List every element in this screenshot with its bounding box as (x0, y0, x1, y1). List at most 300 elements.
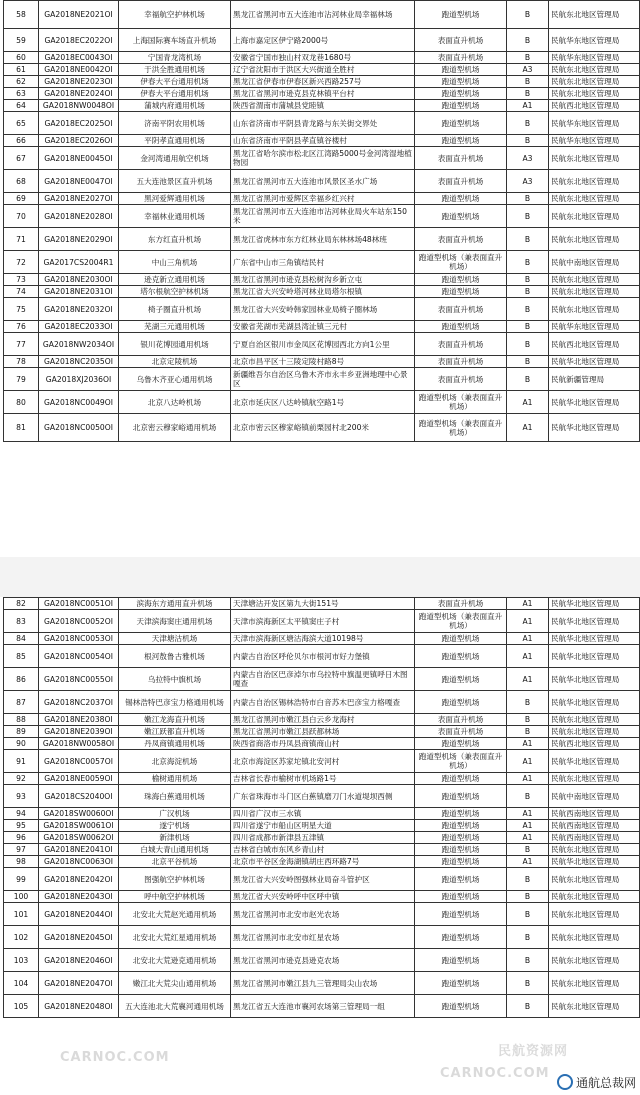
table-cell-name: 芜湖三元通用机场 (119, 321, 231, 333)
table-cell-index: 91 (4, 750, 39, 773)
table-cell-address: 黑龙江省五大连池市襄河农场第三管理局一组 (231, 995, 415, 1018)
table-cell-name: 伊春大平台通用机场 (119, 88, 231, 100)
table-cell-code: GA2018EC2025OI (39, 112, 119, 135)
table-cell-address: 四川省广汉市三水镇 (231, 808, 415, 820)
table-cell-code: GA2018NE2038OI (39, 714, 119, 726)
table-cell-address: 山东省济南市平阴县孝直镇谷楼村 (231, 135, 415, 147)
table-cell-grade: A1 (507, 750, 549, 773)
table-row (4, 391, 640, 414)
logo-text: 通航总裁网 (575, 1075, 636, 1090)
table-cell-grade: B (507, 785, 549, 808)
table-cell-name: 幸福林业通用机场 (119, 205, 231, 228)
table-cell-grade: B (507, 193, 549, 205)
table-cell-authority: 民航华北地区管理局 (549, 356, 640, 368)
table-cell-index: 61 (4, 64, 39, 76)
table-cell-authority: 民航华东地区管理局 (549, 52, 640, 64)
table-row (4, 773, 640, 785)
table-cell-authority: 民航东北地区管理局 (549, 926, 640, 949)
table-cell-authority: 民航华东地区管理局 (549, 135, 640, 147)
table-row (4, 112, 640, 135)
table-cell-authority: 民航东北地区管理局 (549, 891, 640, 903)
table-cell-type: 表面直升机场 (415, 714, 507, 726)
table-cell-grade: B (507, 726, 549, 738)
table-cell-type: 跑道型机场（兼表面直升机场） (415, 414, 507, 442)
table-cell-grade: B (507, 1, 549, 29)
table-cell-name: 蒲城内府通用机场 (119, 100, 231, 112)
table-cell-index: 68 (4, 170, 39, 193)
table-cell-authority: 民航西南地区管理局 (549, 820, 640, 832)
table-cell-address: 黑龙江省虎林市东方红林业局东林林场48林班 (231, 228, 415, 251)
table-cell-type: 跑道型机场 (415, 286, 507, 298)
table-cell-grade: B (507, 112, 549, 135)
table-cell-address: 黑龙江省黑河市北安市红星农场 (231, 926, 415, 949)
brand-logo-icon (557, 1074, 573, 1090)
table-cell-index: 81 (4, 414, 39, 442)
table-cell-grade: B (507, 298, 549, 321)
table-cell-code: GA2018NE2024OI (39, 88, 119, 100)
table-cell-code: GA2018NE2043OI (39, 891, 119, 903)
table-cell-authority: 民航华北地区管理局 (549, 610, 640, 633)
table-cell-index: 94 (4, 808, 39, 820)
table-cell-grade: B (507, 368, 549, 391)
table-cell-type: 表面直升机场 (415, 170, 507, 193)
table-cell-name: 嫩江北大荒尖山通用机场 (119, 972, 231, 995)
table-cell-code: GA2018NC0055OI (39, 668, 119, 691)
table-cell-address: 内蒙古自治区呼伦贝尔市根河市好力堡镇 (231, 645, 415, 668)
table-cell-authority: 民航华北地区管理局 (549, 691, 640, 714)
table-row (4, 891, 640, 903)
table-cell-grade: B (507, 949, 549, 972)
table-cell-address: 山东省济南市平阴县青龙路与东关街交界处 (231, 112, 415, 135)
table-cell-authority: 民航东北地区管理局 (549, 228, 640, 251)
table-cell-name: 北京八达岭机场 (119, 391, 231, 414)
table-cell-authority: 民航华北地区管理局 (549, 856, 640, 868)
table-cell-grade: B (507, 868, 549, 891)
table-cell-type: 跑道型机场 (415, 785, 507, 808)
table-cell-type: 跑道型机场 (415, 844, 507, 856)
table-cell-type: 表面直升机场 (415, 29, 507, 52)
table-cell-name: 乌鲁木齐亚心通用机场 (119, 368, 231, 391)
table-cell-index: 93 (4, 785, 39, 808)
table-cell-index: 97 (4, 844, 39, 856)
table-row (4, 298, 640, 321)
table-row (4, 808, 640, 820)
table-cell-name: 北安北大荒赵光通用机场 (119, 903, 231, 926)
table-cell-name: 上海国际赛车场直升机场 (119, 29, 231, 52)
table-row (4, 274, 640, 286)
table-cell-grade: B (507, 972, 549, 995)
table-cell-authority: 民航华东地区管理局 (549, 29, 640, 52)
table-row (4, 926, 640, 949)
table-cell-address: 辽宁省沈阳市于洪区大兴街道全胜村 (231, 64, 415, 76)
table-cell-authority: 民航华北地区管理局 (549, 414, 640, 442)
table-cell-grade: B (507, 274, 549, 286)
table-cell-name: 黑河爱辉通用机场 (119, 193, 231, 205)
table-cell-name: 北安北大荒逊克通用机场 (119, 949, 231, 972)
table-cell-grade: B (507, 29, 549, 52)
table-cell-grade: B (507, 135, 549, 147)
table-cell-address: 宁夏自治区银川市金凤区花博园西北方向1公里 (231, 333, 415, 356)
table-cell-index: 90 (4, 738, 39, 750)
table-cell-authority: 民航东北地区管理局 (549, 773, 640, 785)
table-cell-index: 92 (4, 773, 39, 785)
table-cell-code: GA2018NC0051OI (39, 598, 119, 610)
table-cell-code: GA2018NC2035OI (39, 356, 119, 368)
table-cell-type: 跑道型机场 (415, 832, 507, 844)
table-row (4, 903, 640, 926)
table-cell-address: 北京市密云区穆家峪镇前栗园村北200米 (231, 414, 415, 442)
table-cell-index: 77 (4, 333, 39, 356)
table-cell-type: 跑道型机场 (415, 773, 507, 785)
table-row (4, 995, 640, 1018)
table-cell-authority: 民航东北地区管理局 (549, 949, 640, 972)
table-cell-code: GA2017CS2004R1 (39, 251, 119, 274)
table-cell-code: GA2018NE2029OI (39, 228, 119, 251)
table-cell-code: GA2018NE0047OI (39, 170, 119, 193)
table-cell-type: 跑道型机场 (415, 995, 507, 1018)
table-cell-index: 85 (4, 645, 39, 668)
table-cell-grade: A3 (507, 147, 549, 170)
table-cell-code: GA2018NC0049OI (39, 391, 119, 414)
table-cell-authority: 民航东北地区管理局 (549, 147, 640, 170)
table-cell-index: 80 (4, 391, 39, 414)
table-cell-type: 跑道型机场 (415, 205, 507, 228)
table-cell-authority: 民航东北地区管理局 (549, 298, 640, 321)
table-row (4, 691, 640, 714)
table-row (4, 949, 640, 972)
table-cell-type: 表面直升机场 (415, 228, 507, 251)
table-cell-grade: A1 (507, 610, 549, 633)
table-cell-code: GA2018NW0058OI (39, 738, 119, 750)
table-cell-index: 82 (4, 598, 39, 610)
table-cell-grade: A1 (507, 598, 549, 610)
table-cell-index: 74 (4, 286, 39, 298)
table-cell-grade: A1 (507, 668, 549, 691)
table-cell-grade: A3 (507, 64, 549, 76)
table-cell-address: 内蒙古自治区巴彦淖尔市乌拉特中旗温更镇呼日木图嘎查 (231, 668, 415, 691)
table-cell-grade: B (507, 228, 549, 251)
table-cell-name: 图强航空护林机场 (119, 868, 231, 891)
table-cell-authority: 民航东北地区管理局 (549, 76, 640, 88)
table-cell-index: 67 (4, 147, 39, 170)
airport-table-2 (3, 597, 640, 1018)
table-cell-authority: 民航华北地区管理局 (549, 645, 640, 668)
table-page-1 (0, 0, 640, 442)
table-row (4, 205, 640, 228)
table-cell-type: 跑道型机场 (415, 321, 507, 333)
table-cell-authority: 民航东北地区管理局 (549, 193, 640, 205)
table-row (4, 29, 640, 52)
table-cell-index: 75 (4, 298, 39, 321)
table-row (4, 844, 640, 856)
table-cell-code: GA2018EC0043OI (39, 52, 119, 64)
table-cell-name: 锡林浩特巴彦宝力格通用机场 (119, 691, 231, 714)
table-cell-name: 东方红直升机场 (119, 228, 231, 251)
table-cell-authority: 民航华东地区管理局 (549, 321, 640, 333)
table-cell-name: 白城大青山通用机场 (119, 844, 231, 856)
table-cell-authority: 民航华北地区管理局 (549, 750, 640, 773)
table-cell-address: 安徽省宁国市独山村双龙巷1680号 (231, 52, 415, 64)
table-row (4, 170, 640, 193)
table-row (4, 147, 640, 170)
table-cell-grade: A1 (507, 820, 549, 832)
table-cell-name: 北京定陵机场 (119, 356, 231, 368)
table-cell-type: 跑道型机场 (415, 808, 507, 820)
table-cell-code: GA2018EC2026OI (39, 135, 119, 147)
table-cell-address: 广东省中山市三角镇结民村 (231, 251, 415, 274)
table-cell-address: 吉林省长春市榆树市机场路1号 (231, 773, 415, 785)
table-row (4, 193, 640, 205)
page-gap (0, 557, 640, 597)
table-cell-name: 椅子圈直升机场 (119, 298, 231, 321)
table-cell-type: 跑道型机场 (415, 135, 507, 147)
table-cell-type: 跑道型机场 (415, 926, 507, 949)
table-cell-grade: A1 (507, 645, 549, 668)
table-cell-code: GA2018NC0050OI (39, 414, 119, 442)
table-cell-grade: A1 (507, 414, 549, 442)
table-cell-index: 98 (4, 856, 39, 868)
table-row (4, 251, 640, 274)
table-cell-authority: 民航西南地区管理局 (549, 808, 640, 820)
table-cell-type: 跑道型机场 (415, 949, 507, 972)
table-cell-name: 北京密云穆家峪通用机场 (119, 414, 231, 442)
table-cell-grade: A1 (507, 773, 549, 785)
table-cell-index: 96 (4, 832, 39, 844)
table-cell-code: GA2018CS2040OI (39, 785, 119, 808)
table-cell-index: 84 (4, 633, 39, 645)
table-cell-name: 中山三角机场 (119, 251, 231, 274)
table-cell-name: 北京海淀机场 (119, 750, 231, 773)
table-cell-name: 天津塘沽机场 (119, 633, 231, 645)
table-row (4, 856, 640, 868)
table-cell-code: GA2018NE2042OI (39, 868, 119, 891)
table-cell-address: 黑龙江省黑河市逊克县克林镇平台村 (231, 88, 415, 100)
table-cell-address: 四川省遂宁市船山区明星大道 (231, 820, 415, 832)
table-cell-name: 珠海白蕉通用机场 (119, 785, 231, 808)
table-cell-address: 内蒙古自治区锡林浩特市白音苏木巴彦宝力格嘎查 (231, 691, 415, 714)
table-cell-name: 嫩江跃都直升机场 (119, 726, 231, 738)
table-cell-authority: 民航东北地区管理局 (549, 844, 640, 856)
table-row (4, 868, 640, 891)
table-row (4, 64, 640, 76)
table-cell-index: 102 (4, 926, 39, 949)
table-cell-name: 银川花博园通用机场 (119, 333, 231, 356)
watermark-left: CARNOC.COM (60, 1050, 170, 1065)
table-cell-address: 黑龙江省大兴安岭呼中区呼中镇 (231, 891, 415, 903)
table-cell-address: 黑龙江省黑河市五大连池市沾河林业局火车站东150米 (231, 205, 415, 228)
table-cell-code: GA2018NE2021OI (39, 1, 119, 29)
table-cell-grade: B (507, 88, 549, 100)
table-cell-name: 宁国青龙湾机场 (119, 52, 231, 64)
table-cell-grade: B (507, 205, 549, 228)
table-cell-authority: 民航东北地区管理局 (549, 714, 640, 726)
table-cell-grade: B (507, 76, 549, 88)
table-cell-name: 平阴孝直通用机场 (119, 135, 231, 147)
table-cell-type: 跑道型机场 (415, 856, 507, 868)
table-cell-type: 跑道型机场 (415, 820, 507, 832)
table-row (4, 832, 640, 844)
table-cell-index: 105 (4, 995, 39, 1018)
table-cell-code: GA2018NC2037OI (39, 691, 119, 714)
table-cell-authority: 民航东北地区管理局 (549, 274, 640, 286)
table-cell-index: 78 (4, 356, 39, 368)
table-cell-address: 黑龙江省哈尔滨市松北区江湾路5000号金河湾湿地植物园 (231, 147, 415, 170)
table-cell-code: GA2018SW0061OI (39, 820, 119, 832)
table-cell-index: 65 (4, 112, 39, 135)
table-cell-code: GA2018NE0059OI (39, 773, 119, 785)
table-cell-type: 跑道型机场 (415, 88, 507, 100)
table-cell-authority: 民航西南地区管理局 (549, 832, 640, 844)
table-cell-grade: B (507, 903, 549, 926)
table-cell-code: GA2018NE0045OI (39, 147, 119, 170)
table-cell-code: GA2018NC0057OI (39, 750, 119, 773)
table-cell-code: GA2018NE2044OI (39, 903, 119, 926)
table-cell-index: 63 (4, 88, 39, 100)
table-cell-authority: 民航华北地区管理局 (549, 633, 640, 645)
table-cell-authority: 民航东北地区管理局 (549, 286, 640, 298)
table-row (4, 333, 640, 356)
table-cell-name: 呼中航空护林机场 (119, 891, 231, 903)
table-cell-code: GA2018NE2048OI (39, 995, 119, 1018)
table-cell-authority: 民航中南地区管理局 (549, 785, 640, 808)
table-cell-address: 陕西省商洛市丹凤县商镇商山村 (231, 738, 415, 750)
table-cell-grade: A1 (507, 832, 549, 844)
table-cell-grade: B (507, 995, 549, 1018)
table-cell-index: 69 (4, 193, 39, 205)
table-cell-index: 101 (4, 903, 39, 926)
table-cell-authority: 民航华北地区管理局 (549, 598, 640, 610)
watermark-center: 民航资源网 (498, 1044, 569, 1059)
table-cell-code: GA2018NE0042OI (39, 64, 119, 76)
table-cell-name: 北安北大荒红星通用机场 (119, 926, 231, 949)
table-cell-authority: 民航东北地区管理局 (549, 205, 640, 228)
table-cell-type: 表面直升机场 (415, 298, 507, 321)
table-cell-name: 榆树通用机场 (119, 773, 231, 785)
table-cell-type: 表面直升机场 (415, 726, 507, 738)
table-row (4, 88, 640, 100)
table-cell-authority: 民航西北地区管理局 (549, 100, 640, 112)
table-cell-address: 安徽省芜湖市芜湖县湾沚镇三元村 (231, 321, 415, 333)
table-cell-grade: B (507, 52, 549, 64)
table-cell-grade: B (507, 691, 549, 714)
table-cell-code: GA2018NC0052OI (39, 610, 119, 633)
table-cell-index: 59 (4, 29, 39, 52)
table-cell-code: GA2018NE2031OI (39, 286, 119, 298)
table-cell-code: GA2018SW0060OI (39, 808, 119, 820)
table-cell-code: GA2018XJ2036OI (39, 368, 119, 391)
table-cell-authority: 民航东北地区管理局 (549, 726, 640, 738)
table-cell-code: GA2018EC2022OI (39, 29, 119, 52)
table-cell-type: 跑道型机场（兼表面直升机场） (415, 391, 507, 414)
table-cell-type: 表面直升机场 (415, 333, 507, 356)
table-cell-index: 83 (4, 610, 39, 633)
table-cell-index: 79 (4, 368, 39, 391)
table-cell-index: 99 (4, 868, 39, 891)
table-cell-type: 表面直升机场 (415, 52, 507, 64)
table-cell-index: 104 (4, 972, 39, 995)
table-row (4, 1, 640, 29)
table-cell-address: 北京市昌平区十三陵定陵村路8号 (231, 356, 415, 368)
table-cell-address: 陕西省渭南市蒲城县党睦镇 (231, 100, 415, 112)
table-page-2 (0, 597, 640, 1018)
table-cell-address: 黑龙江省黑河市嫩江县跃都林场 (231, 726, 415, 738)
table-cell-type: 跑道型机场 (415, 112, 507, 135)
table-cell-index: 89 (4, 726, 39, 738)
table-cell-grade: B (507, 714, 549, 726)
table-cell-code: GA2018SW0062OI (39, 832, 119, 844)
table-cell-type: 跑道型机场 (415, 1, 507, 29)
table-cell-code: GA2018EC2033OI (39, 321, 119, 333)
table-row (4, 286, 640, 298)
table-cell-type: 表面直升机场 (415, 147, 507, 170)
table-row (4, 645, 640, 668)
table-cell-grade: A1 (507, 738, 549, 750)
table-cell-code: GA2018NE2028OI (39, 205, 119, 228)
table-cell-index: 95 (4, 820, 39, 832)
table-cell-code: GA2018NC0054OI (39, 645, 119, 668)
table-cell-index: 86 (4, 668, 39, 691)
table-cell-code: GA2018NE2039OI (39, 726, 119, 738)
table-cell-name: 伊春大平台通用机场 (119, 76, 231, 88)
table-cell-grade: B (507, 333, 549, 356)
table-cell-type: 跑道型机场 (415, 633, 507, 645)
table-cell-name: 金河湾通用航空机场 (119, 147, 231, 170)
table-row (4, 228, 640, 251)
table-cell-address: 黑龙江省黑河市嫩江县白云乡龙海村 (231, 714, 415, 726)
wechat-account-logo (557, 1071, 636, 1093)
table-cell-authority: 民航东北地区管理局 (549, 1, 640, 29)
table-cell-name: 乌拉特中旗机场 (119, 668, 231, 691)
table-cell-code: GA2018NC0063OI (39, 856, 119, 868)
table-cell-type: 跑道型机场 (415, 891, 507, 903)
table-cell-type: 跑道型机场（兼表面直升机场） (415, 610, 507, 633)
table-cell-address: 黑龙江省黑河市嫩江县九三管理局尖山农场 (231, 972, 415, 995)
table-cell-address: 黑龙江省大兴安岭韩家园林业局椅子圈林场 (231, 298, 415, 321)
table-cell-address: 黑龙江省伊春市伊春区新兴西路257号 (231, 76, 415, 88)
table-cell-grade: A1 (507, 856, 549, 868)
table-cell-authority: 民航华北地区管理局 (549, 391, 640, 414)
table-cell-name: 北京平谷机场 (119, 856, 231, 868)
table-cell-type: 表面直升机场 (415, 598, 507, 610)
table-cell-index: 70 (4, 205, 39, 228)
table-cell-index: 72 (4, 251, 39, 274)
table-cell-authority: 民航东北地区管理局 (549, 88, 640, 100)
table-cell-name: 广汉机场 (119, 808, 231, 820)
table-cell-name: 嫩江龙海直升机场 (119, 714, 231, 726)
table-cell-index: 103 (4, 949, 39, 972)
table-cell-index: 62 (4, 76, 39, 88)
table-cell-index: 58 (4, 1, 39, 29)
table-cell-index: 88 (4, 714, 39, 726)
table-cell-grade: B (507, 286, 549, 298)
table-cell-index: 100 (4, 891, 39, 903)
table-cell-code: GA2018NE2027OI (39, 193, 119, 205)
table-cell-code: GA2018NE2046OI (39, 949, 119, 972)
table-row (4, 598, 640, 610)
table-cell-address: 黑龙江省黑河市五大连池市沾河林业局幸福林场 (231, 1, 415, 29)
table-cell-code: GA2018NE2023OI (39, 76, 119, 88)
table-row (4, 100, 640, 112)
table-cell-address: 黑龙江省大兴安岭塔河林业局塔尔根镇 (231, 286, 415, 298)
table-row (4, 820, 640, 832)
table-cell-grade: A3 (507, 170, 549, 193)
table-row (4, 76, 640, 88)
table-cell-type: 跑道型机场（兼表面直升机场） (415, 251, 507, 274)
table-cell-type: 跑道型机场 (415, 100, 507, 112)
table-cell-index: 73 (4, 274, 39, 286)
table-cell-authority: 民航东北地区管理局 (549, 903, 640, 926)
table-cell-code: GA2018NW2034OI (39, 333, 119, 356)
